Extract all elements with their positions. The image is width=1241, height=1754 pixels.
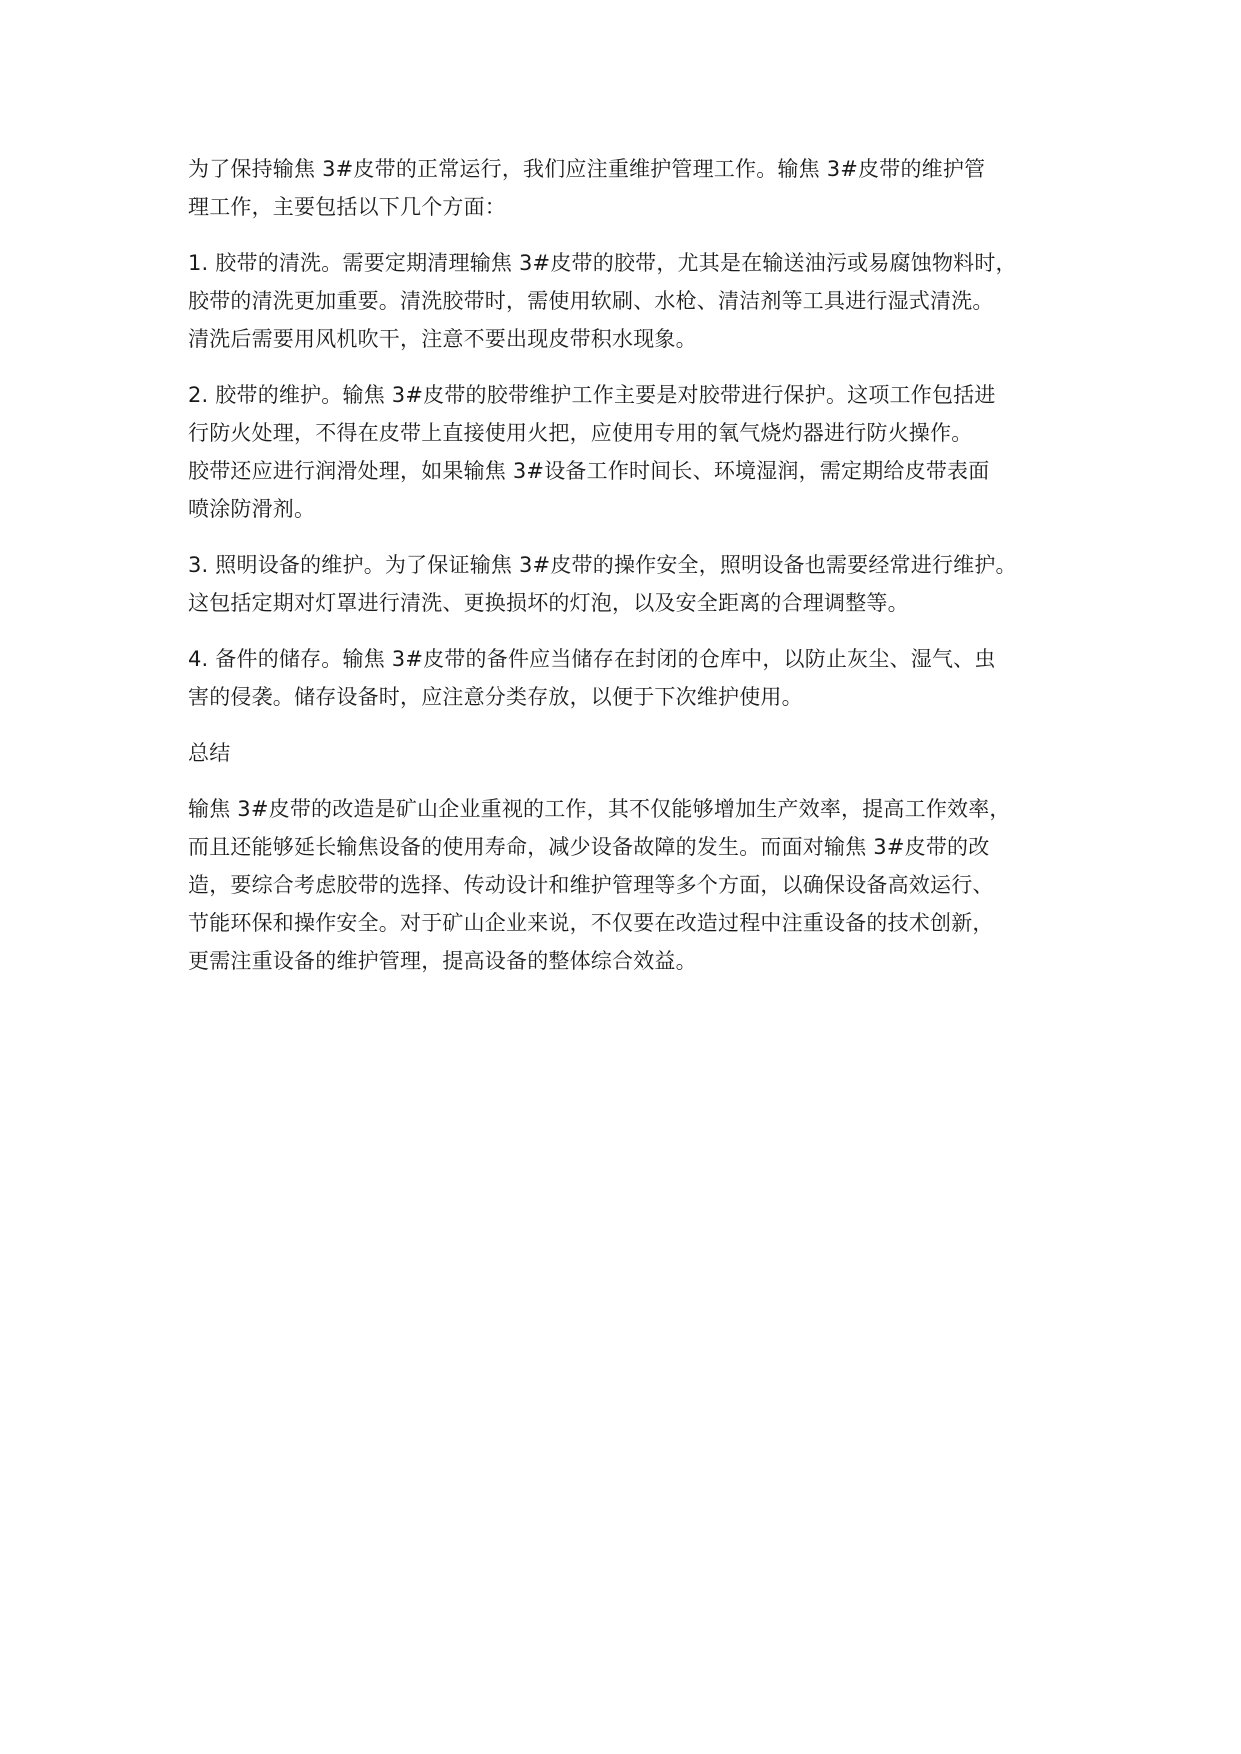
item-4-spare-parts-storage: 4. 备件的储存。输焦 3#皮带的备件应当储存在封闭的仓库中，以防止灰尘、湿气、虫 害的侵袭。储存设备时，应注意分类存放，以便于下次维护使用。 [188,647,996,709]
item-1-belt-cleaning: 1. 胶带的清洗。需要定期清理输焦 3#皮带的胶带，尤其是在输送油污或易腐蚀物料时， 胶带的清洗更加重要。清洗胶带时，需使用软刷、水枪、清洁剂等工具进行湿式清洗。 清洗后需要用风机吹干，注意不要出现皮带积水现象。 [188,251,1017,351]
summary-heading: 总结 [188,741,231,765]
item-3-lighting-maintenance: 3. 照明设备的维护。为了保证输焦 3#皮带的操作安全，照明设备也需要经常进行维护。 这包括定期对灯罩进行清洗、更换损坏的灯泡，以及安全距离的合理调整等。 [188,553,1017,615]
intro-paragraph: 为了保持输焦 3#皮带的正常运行，我们应注重维护管理工作。输焦 3#皮带的维护管 理工作，主要包括以下几个方面： [188,157,986,219]
document-page [188,150,1088,998]
summary-paragraph: 输焦 3#皮带的改造是矿山企业重视的工作，其不仅能够增加生产效率，提高工作效率， 而且还能够延长输焦设备的使用寿命，减少设备故障的发生。而面对输焦 3#皮带的改 造，要综合考虑胶带的选择、传动设计和维护管理等多个方面，以确保设备高效运行、 节能环保和操作安全。对于矿山企业来说，不仅要在改造过程中注重设备的技术创新， 更需注重设备的维护管理，提高设备的整体综合效益。 [188,797,1011,973]
item-2-belt-maintenance: 2. 胶带的维护。输焦 3#皮带的胶带维护工作主要是对胶带进行保护。这项工作包括进 行防火处理，不得在皮带上直接使用火把，应使用专用的氧气烧灼器进行防火操作。 胶带还应进行润滑处理，如果输焦 3#设备工作时间长、环境湿润，需定期给皮带表面 喷涂防滑剂。 [188,383,996,521]
